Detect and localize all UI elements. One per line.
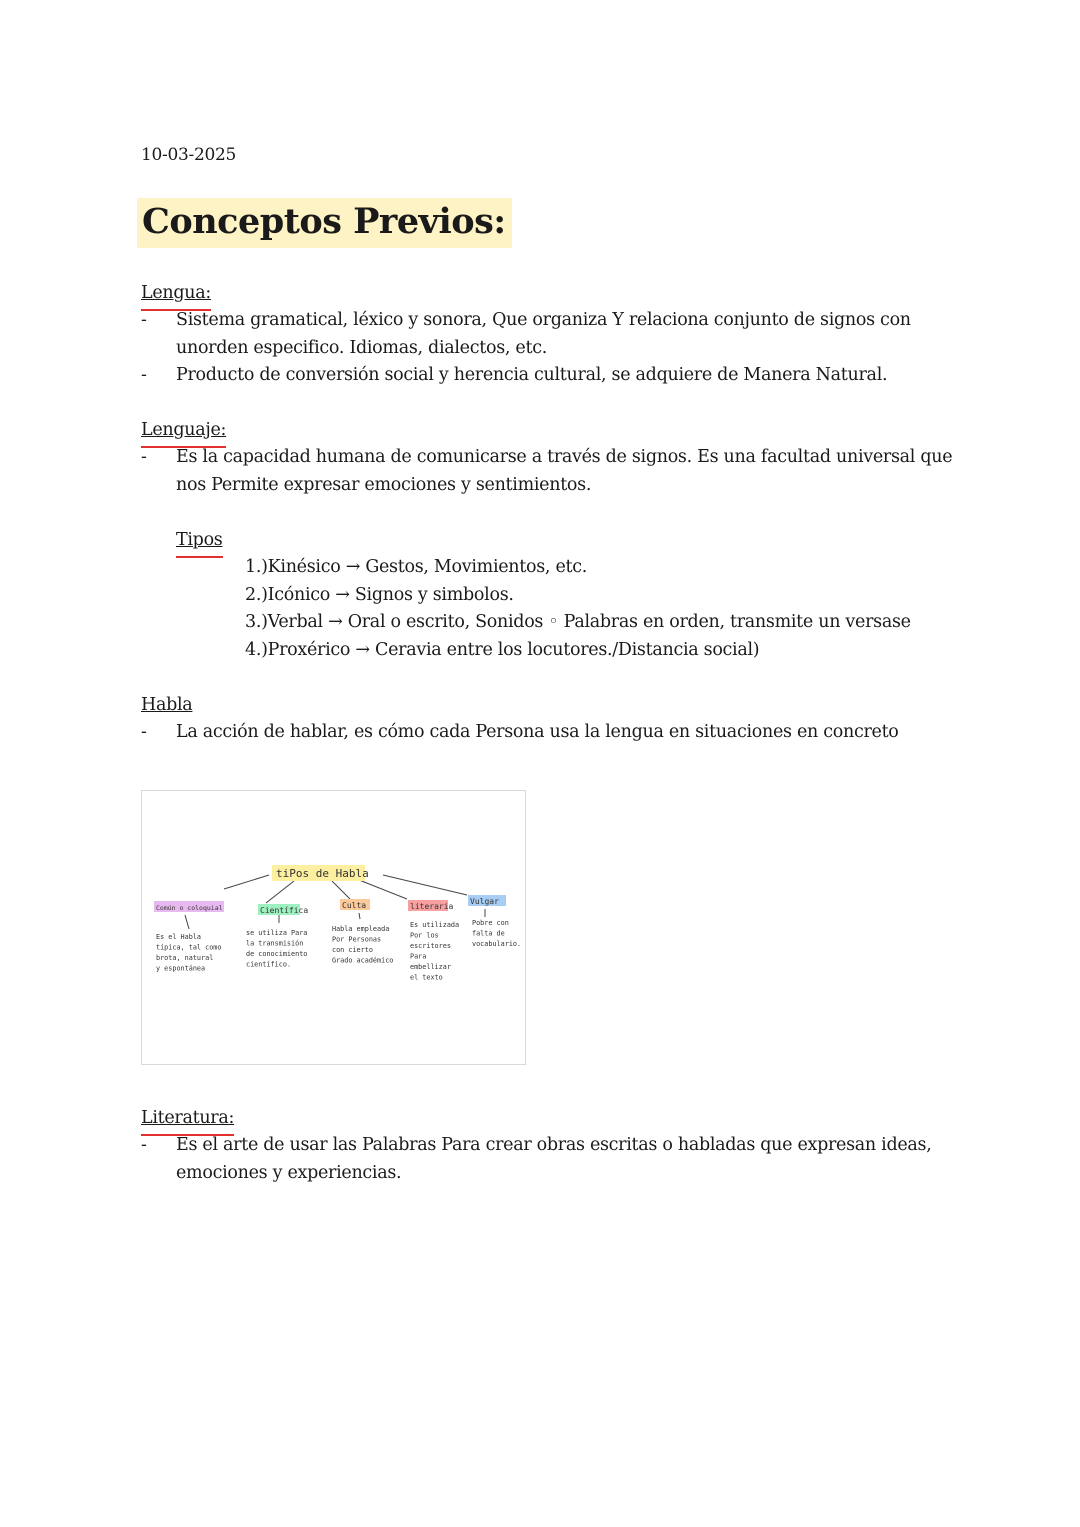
section-heading: Lenguaje: bbox=[141, 417, 226, 444]
section-literatura bbox=[141, 1105, 932, 1187]
bullet-dash: - bbox=[141, 365, 147, 386]
node-label: Vulgar bbox=[470, 897, 499, 906]
tipo-item: 4.)Proxérico → Ceravia entre los locutores./Distancia social) bbox=[245, 639, 760, 660]
list-item bbox=[141, 444, 952, 499]
node-description-line: Es el Habla bbox=[156, 933, 202, 941]
bullet-dash: - bbox=[141, 310, 147, 331]
tipos-block bbox=[176, 527, 911, 664]
node-description-line: de conocimiento bbox=[246, 950, 308, 958]
node-description-line: brota, natural bbox=[156, 954, 214, 962]
list-item bbox=[141, 307, 911, 362]
tipo-item: 2.)Icónico → Signos y simbolos. bbox=[245, 584, 514, 605]
bullet-dash: - bbox=[141, 1135, 147, 1156]
node-description-line: Para bbox=[410, 952, 427, 961]
section-heading: Lengua: bbox=[141, 280, 211, 307]
list-item bbox=[141, 719, 899, 746]
bullet-text: Sistema gramatical, léxico y sonora, Que organiza Y relaciona conjunto de signos con bbox=[176, 310, 911, 331]
node-description-line: y espontánea bbox=[156, 964, 206, 973]
bullet-text: Es el arte de usar las Palabras Para crear obras escritas o habladas que expresan ideas, bbox=[176, 1135, 932, 1156]
document-date: 10-03-2025 bbox=[141, 145, 237, 165]
tipo-item: 3.)Verbal → Oral o escrito, Sonidos ◦ Palabras en orden, transmite un versase bbox=[245, 612, 911, 633]
tipos-de-habla-diagram bbox=[141, 790, 526, 1065]
node-description-line: escritores bbox=[410, 942, 451, 950]
tipos-heading: Tipos bbox=[176, 527, 223, 554]
bullet-dash: - bbox=[141, 447, 147, 468]
node-description-line: se utiliza Para bbox=[246, 929, 308, 937]
node-description-line: la transmisión bbox=[246, 939, 304, 948]
node-description-line: científico. bbox=[246, 960, 292, 969]
bullet-text: La acción de hablar, es cómo cada Persona usa la lengua en situaciones en concreto bbox=[176, 722, 899, 743]
section-heading: Literatura: bbox=[141, 1105, 234, 1132]
section-heading: Habla bbox=[141, 695, 193, 715]
node-description-line: con cierto bbox=[332, 946, 373, 954]
list-item bbox=[141, 1132, 932, 1187]
node-label: Científica bbox=[260, 906, 309, 915]
bullet-text: emociones y experiencias. bbox=[176, 1162, 402, 1183]
bullet-text: Producto de conversión social y herencia cultural, se adquiere de Manera Natural. bbox=[176, 365, 888, 386]
diagram-root: tiPos de Habla bbox=[276, 867, 369, 880]
node-description-line: vocabulario. bbox=[472, 940, 522, 948]
bullet-text: nos Permite expresar emociones y sentimientos. bbox=[176, 474, 592, 495]
node-description-line: Habla empleada bbox=[332, 925, 390, 933]
node-description-line: Es utilizada bbox=[410, 921, 460, 929]
node-description-line: embellizar bbox=[410, 963, 451, 971]
section-lenguaje bbox=[141, 417, 952, 499]
bullet-text: unorden especifico. Idiomas, dialectos, etc. bbox=[176, 337, 547, 358]
node-description-line: Por Personas bbox=[332, 935, 382, 944]
node-label: Culta bbox=[342, 901, 367, 910]
tipo-item: 1.)Kinésico → Gestos, Movimientos, etc. bbox=[245, 557, 588, 578]
section-habla bbox=[141, 692, 899, 747]
node-description-line: falta de bbox=[472, 929, 505, 938]
bullet-text: Es la capacidad humana de comunicarse a través de signos. Es una facultad universal que bbox=[176, 447, 953, 468]
bullet-dash: - bbox=[141, 722, 147, 743]
node-description-line: Por los bbox=[410, 931, 439, 940]
list-item bbox=[141, 362, 911, 389]
node-description-line: Grado académico bbox=[332, 956, 394, 965]
node-description-line: el texto bbox=[410, 973, 443, 982]
diagram-svg bbox=[142, 791, 527, 1066]
node-label: literaria bbox=[410, 902, 454, 911]
section-lengua bbox=[141, 280, 911, 390]
node-description-line: típica, tal como bbox=[156, 943, 222, 952]
node-label: Común o coloquial bbox=[156, 904, 223, 912]
page-title: Conceptos Previos: bbox=[137, 198, 512, 248]
node-description-line: Pobre con bbox=[472, 919, 509, 927]
